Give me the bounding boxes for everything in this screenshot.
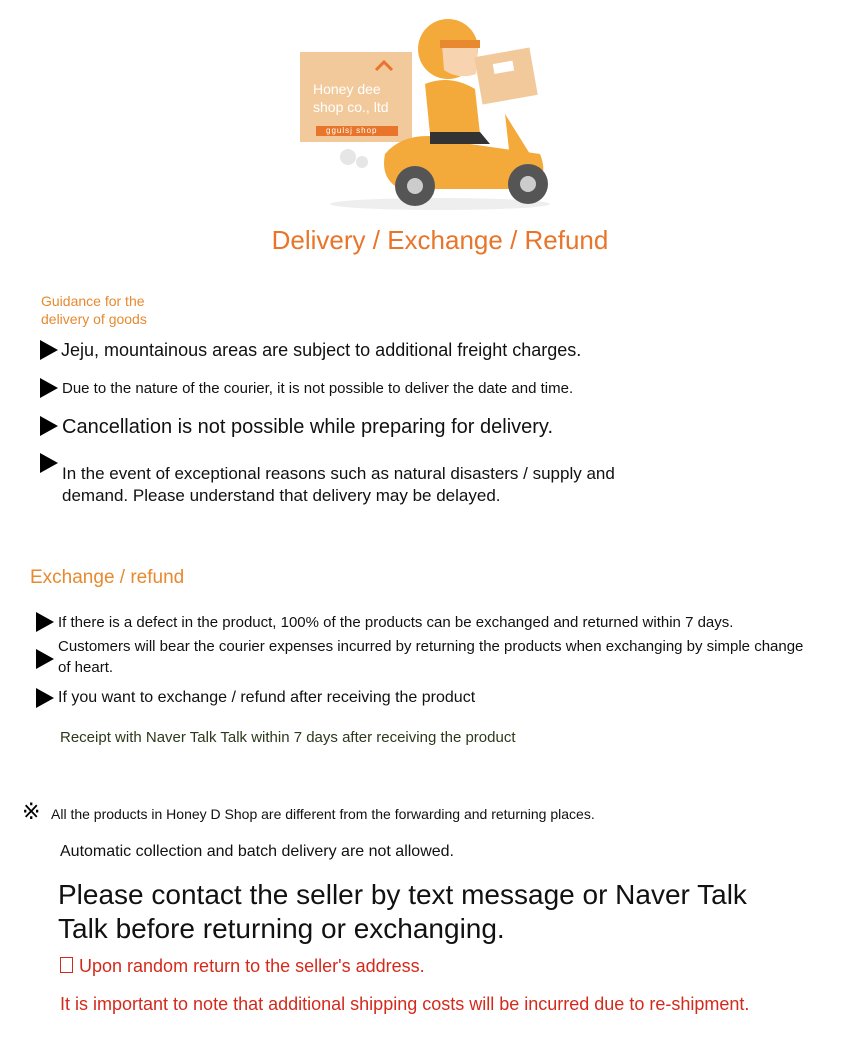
exchange-item-1	[36, 612, 836, 632]
bullet-triangle-icon	[36, 649, 54, 669]
delivery-item-1	[40, 340, 660, 360]
notice-text: All the products in Honey D Shop are different from the forwarding and returning places.	[51, 806, 595, 822]
delivery-heading	[41, 292, 201, 328]
delivery-item-text: Jeju, mountainous areas are subject to additional freight charges.	[61, 340, 582, 360]
bullet-triangle-icon	[40, 453, 58, 473]
exchange-item-text: Customers will bear the courier expenses incurred by returning the products when exchanging by simple change of heart.	[58, 638, 804, 676]
exchange-heading: Exchange / refund	[30, 567, 185, 588]
delivery-item-text: In the event of exceptional reasons such as natural disasters / supply and demand. Please understand that delivery may be delayed.	[62, 464, 615, 505]
exchange-item-2	[36, 636, 816, 678]
exchange-item-text: If there is a defect in the product, 100% of the products can be exchanged and returned within 7 days.	[58, 614, 734, 631]
bullet-triangle-icon	[40, 340, 58, 360]
bullet-triangle-icon	[36, 688, 54, 708]
box-text-line2: shop co., ltd	[313, 99, 389, 115]
delivery-scooter-illustration	[290, 4, 570, 214]
warning-line-1	[60, 956, 425, 977]
delivery-heading-line1: Guidance for the	[41, 293, 145, 309]
delivery-item-text: Cancellation is not possible while preparing for delivery.	[62, 416, 553, 438]
exchange-item-3	[36, 688, 736, 710]
bullet-triangle-icon	[40, 378, 58, 398]
box-text-line1: Honey dee	[313, 81, 381, 97]
bullet-triangle-icon	[40, 416, 58, 436]
page-title: Delivery / Exchange / Refund	[271, 225, 609, 255]
warning-text-1: Upon random return to the seller's address.	[79, 956, 425, 976]
delivery-item-2	[40, 378, 660, 398]
warning-line-2: It is important to note that additional shipping costs will be incurred due to re-shipment.	[60, 994, 750, 1014]
bullet-triangle-icon	[36, 612, 54, 632]
delivery-item-3	[40, 416, 660, 438]
box-strip-text: ggulsj shop	[326, 126, 378, 135]
exchange-item-text: If you want to exchange / refund after receiving the product	[58, 689, 476, 706]
missing-glyph-icon	[60, 957, 73, 973]
delivery-item-4	[40, 453, 640, 509]
contact-seller-notice: Please contact the seller by text message or Naver Talk Talk before returning or exchanging.	[58, 879, 747, 944]
notice-line	[22, 799, 822, 826]
notice-sub: Automatic collection and batch delivery are not allowed.	[60, 843, 454, 860]
delivery-heading-line2: delivery of goods	[41, 311, 147, 327]
receipt-note: Receipt with Naver Talk Talk within 7 days after receiving the product	[60, 729, 516, 746]
delivery-item-text: Due to the nature of the courier, it is not possible to deliver the date and time.	[62, 380, 574, 397]
reference-mark-icon: ※	[22, 799, 41, 824]
